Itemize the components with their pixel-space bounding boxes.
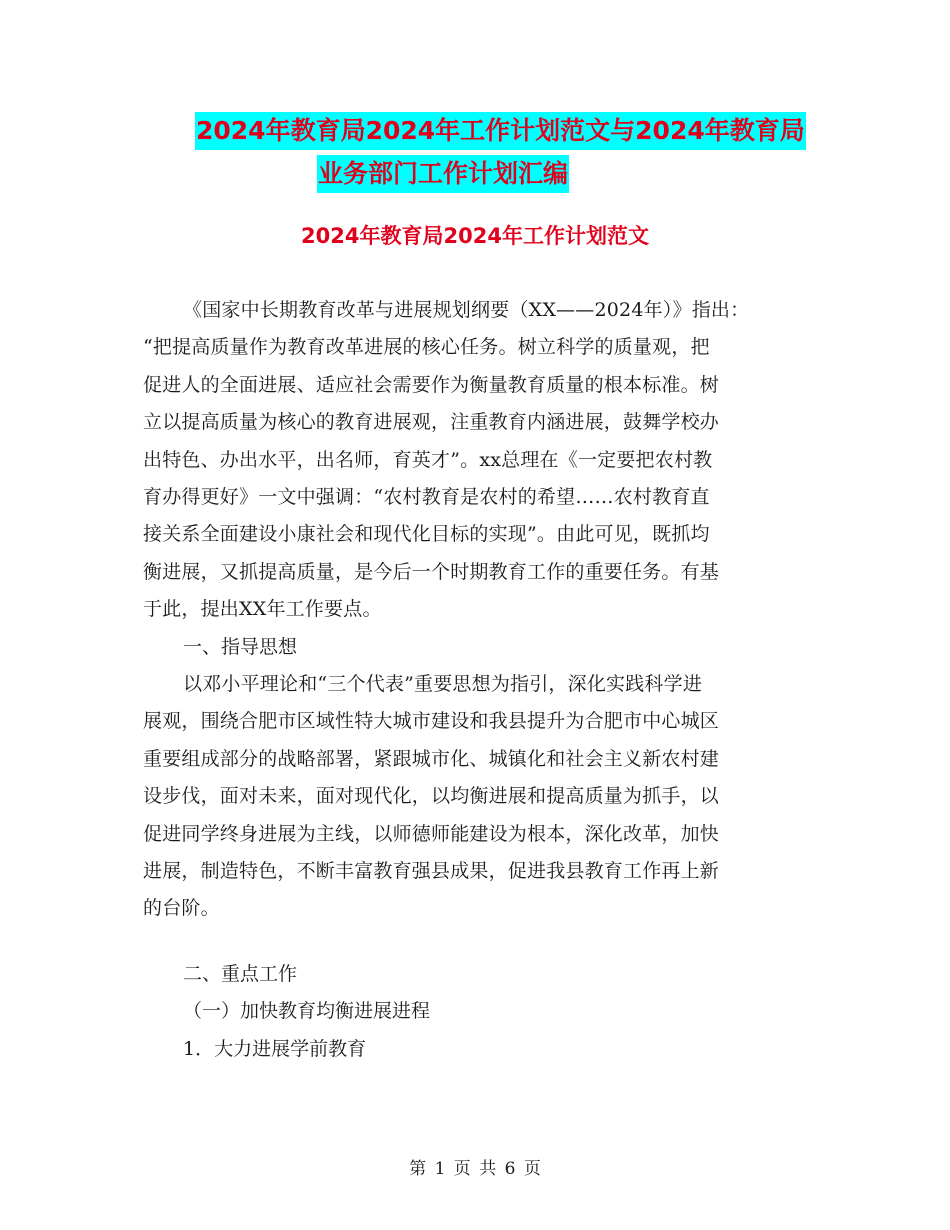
guiding-paragraph bbox=[143, 666, 811, 928]
paragraph-line: 出特色、办出水平，出名师，育英才”。xx总理在《一定要把农村教 bbox=[143, 448, 713, 471]
heading-key-work: 二、重点工作 bbox=[183, 963, 298, 985]
paragraph-line: “把提高质量作为教育改革进展的核心任务。树立科学的质量观，把 bbox=[143, 336, 710, 359]
paragraph-line: 的台阶。 bbox=[143, 897, 220, 920]
paragraph-line: 展观，围绕合肥市区域性特大城市建设和我县提升为合肥市中心城区 bbox=[143, 710, 720, 733]
paragraph-line: 衡进展，又抓提高质量，是今后一个时期教育工作的重要任务。有基 bbox=[143, 560, 720, 583]
paragraph-line: 进展，制造特色，不断丰富教育强县成果，促进我县教育工作再上新 bbox=[143, 860, 720, 883]
paragraph-line: 《国家中长期教育改革与进展规划纲要（XX——2024年）》指出： bbox=[183, 299, 750, 321]
heading-guiding-ideology: 一、指导思想 bbox=[183, 636, 298, 658]
paragraph-line: 育办得更好》一文中强调：“农村教育是农村的希望……农村教育直 bbox=[143, 486, 710, 509]
document-title-line-1: 2024年教育局2024年工作计划范文与2024年教育局 bbox=[195, 112, 806, 150]
paragraph-line: 立以提高质量为核心的教育进展观，注重教育内涵进展，鼓舞学校办 bbox=[143, 411, 720, 434]
section-title: 2024年教育局2024年工作计划范文 bbox=[301, 224, 649, 248]
paragraph-line: 重要组成部分的战略部署，紧跟城市化、城镇化和社会主义新农村建 bbox=[143, 747, 720, 770]
document-title-line-2: 业务部门工作计划汇编 bbox=[317, 155, 569, 193]
intro-paragraph bbox=[143, 292, 811, 629]
paragraph-line: 接关系全面建设小康社会和现代化目标的实现”。由此可见，既抓均 bbox=[143, 523, 710, 546]
heading-item-1: 1．大力进展学前教育 bbox=[183, 1038, 367, 1060]
page-footer: 第 1 页 共 6 页 bbox=[409, 1159, 541, 1179]
paragraph-line: 设步伐，面对未来，面对现代化，以均衡进展和提高质量为抓手，以 bbox=[143, 785, 720, 808]
paragraph-line: 于此，提出XX年工作要点。 bbox=[143, 598, 382, 621]
paragraph-line: 以邓小平理论和“三个代表”重要思想为指引，深化实践科学进 bbox=[183, 673, 703, 695]
heading-subsection-1: （一）加快教育均衡进展进程 bbox=[183, 1000, 431, 1022]
paragraph-line: 促进同学终身进展为主线，以师德师能建设为根本，深化改革，加快 bbox=[143, 822, 720, 845]
paragraph-line: 促进人的全面进展、适应社会需要作为衡量教育质量的根本标准。树 bbox=[143, 373, 720, 396]
